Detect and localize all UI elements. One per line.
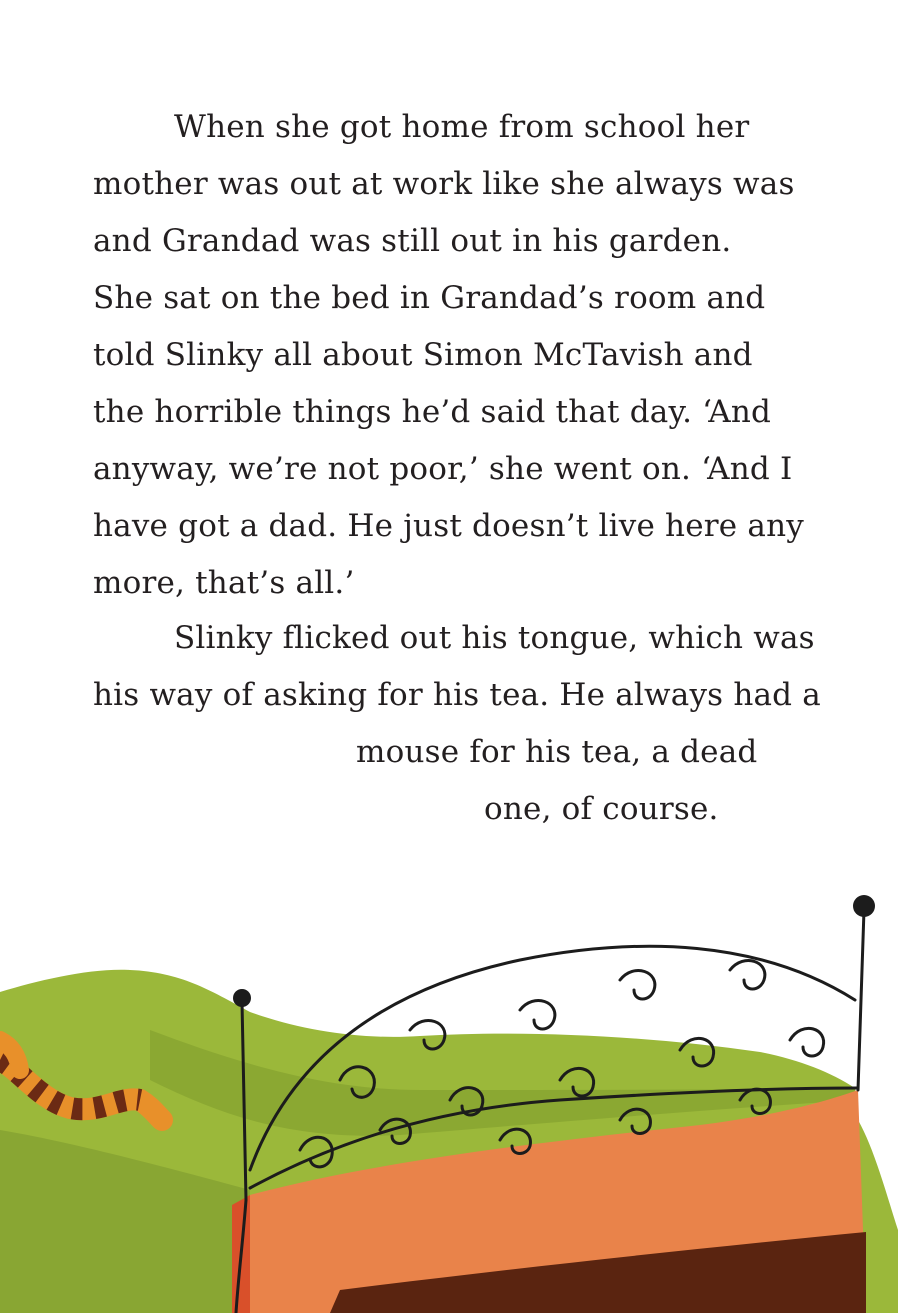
story-line: told Slinky all about Simon McTavish and (93, 337, 753, 373)
story-line: anyway, we’re not poor,’ she went on. ‘And I (93, 451, 793, 487)
story-line: his way of asking for his tea. He always had a (93, 677, 821, 713)
bed-illustration (0, 880, 898, 1313)
story-line: mouse for his tea, a dead (356, 734, 758, 770)
story-line: mother was out at work like she always was (93, 166, 795, 202)
story-line: the horrible things he’d said that day. ‘And (93, 394, 772, 430)
bedpost-knob (853, 895, 875, 917)
story-line: and Grandad was still out in his garden. (93, 223, 732, 259)
story-line: She sat on the bed in Grandad’s room and (93, 280, 766, 316)
story-line: Slinky flicked out his tongue, which was (174, 620, 815, 656)
story-line: When she got home from school her (174, 109, 750, 145)
story-line: more, that’s all.’ (93, 565, 355, 601)
story-line: have got a dad. He just doesn’t live here any (93, 508, 804, 544)
story-line: one, of course. (484, 791, 719, 827)
bedpost-knob (233, 989, 251, 1007)
